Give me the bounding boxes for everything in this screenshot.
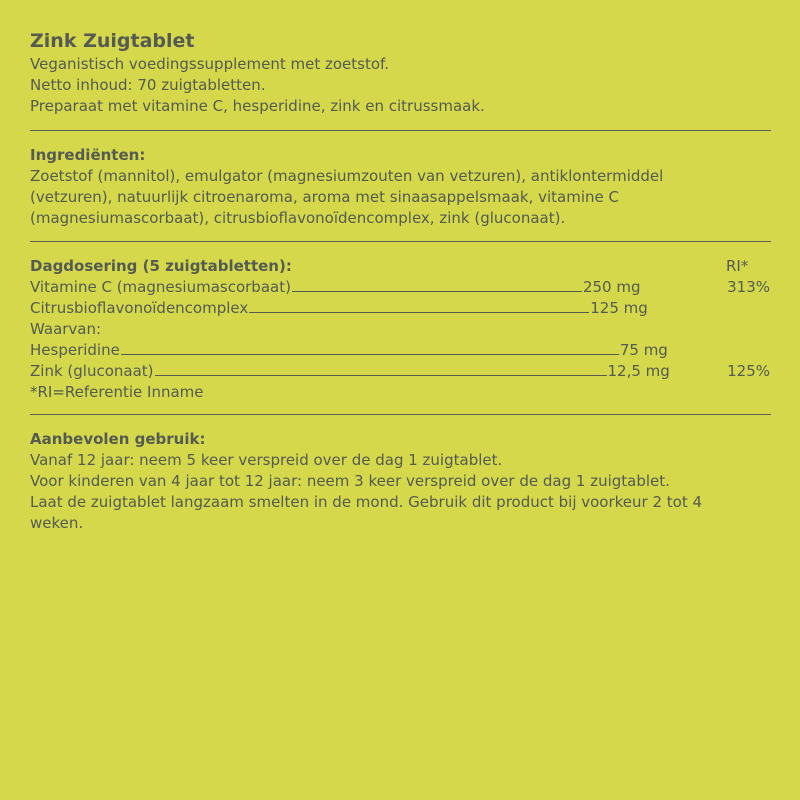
usage-heading: Aanbevolen gebruik: (30, 430, 206, 448)
nutrient-name: Citrusbioflavonoïdencomplex (30, 299, 249, 317)
nutrient-ri: 313% (727, 278, 770, 296)
ingredients-line: (vetzuren), natuurlijk citroenaroma, aroma met sinaasappelsmaak, vitamine C (30, 188, 619, 206)
nutrient-name: Zink (gluconaat) (30, 362, 154, 380)
dosage-header (30, 256, 770, 277)
header-line: Preparaat met vitamine C, hesperidine, zink en citrussmaak. (30, 97, 485, 115)
product-header (30, 28, 770, 117)
ingredients-line: Zoetstof (mannitol), emulgator (magnesiumzouten van vetzuren), antiklontermiddel (30, 167, 664, 185)
dosage-row (30, 361, 770, 382)
product-title: Zink Zuigtablet (30, 30, 195, 52)
dosage-row (30, 298, 770, 319)
nutrient-name: Vitamine C (magnesiumascorbaat) (30, 278, 291, 296)
header-line: Veganistisch voedingssupplement met zoetstof. (30, 55, 389, 73)
ingredients-heading: Ingrediënten: (30, 146, 146, 164)
dosage-section (30, 256, 770, 403)
divider (30, 414, 771, 415)
ingredients-line: (magnesiumascorbaat), citrusbioflavonoïdencomplex, zink (gluconaat). (30, 209, 566, 227)
usage-section (30, 429, 770, 534)
dosage-row (30, 340, 770, 361)
ri-footnote: *RI=Referentie Inname (30, 383, 204, 401)
nutrient-amount: 125 mg (590, 299, 648, 317)
usage-line: Vanaf 12 jaar: neem 5 keer verspreid over de dag 1 zuigtablet. (30, 451, 503, 469)
nutrient-name: Hesperidine (30, 341, 120, 359)
nutrient-amount: 75 mg (619, 341, 668, 359)
divider (30, 241, 771, 242)
dosage-heading: Dagdosering (5 zuigtabletten): (30, 257, 292, 275)
dosage-row (30, 277, 770, 298)
usage-line: Laat de zuigtablet langzaam smelten in de mond. Gebruik dit product bij voorkeur 2 tot 4 (30, 493, 703, 511)
usage-line: Voor kinderen van 4 jaar tot 12 jaar: neem 3 keer verspreid over de dag 1 zuigtablet. (30, 472, 670, 490)
ri-heading: RI* (726, 257, 749, 275)
nutrient-amount: 12,5 mg (607, 362, 670, 380)
leader-line (292, 277, 582, 292)
ingredients-section (30, 145, 770, 229)
nutrient-name: Waarvan: (30, 320, 102, 338)
usage-line: weken. (30, 514, 84, 532)
leader-line (121, 340, 619, 355)
header-line: Netto inhoud: 70 zuigtabletten. (30, 76, 266, 94)
nutrient-amount: 250 mg (582, 278, 641, 296)
nutrient-ri: 125% (727, 362, 770, 380)
leader-line (249, 298, 589, 313)
leader-line (155, 361, 607, 376)
divider (30, 130, 771, 131)
dosage-row (30, 319, 770, 340)
